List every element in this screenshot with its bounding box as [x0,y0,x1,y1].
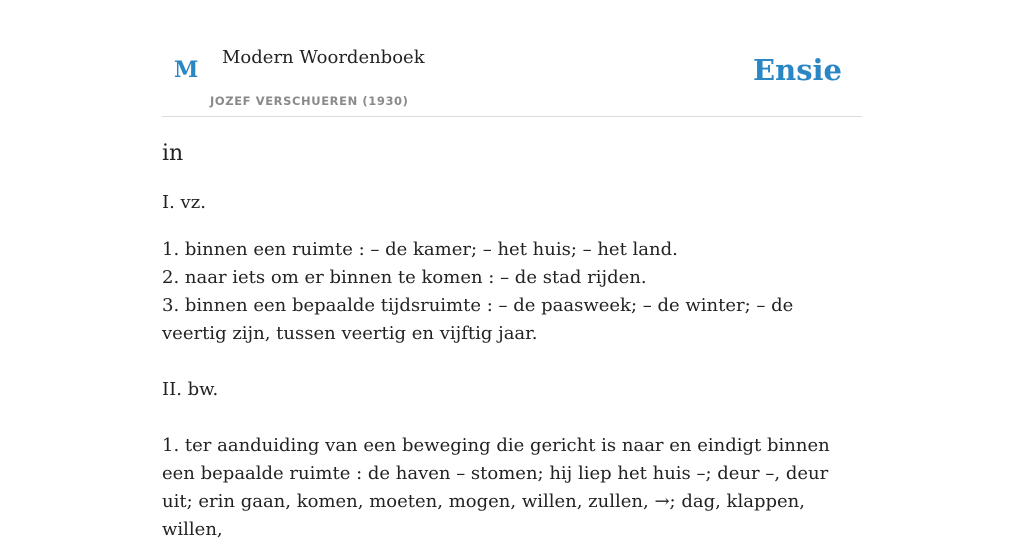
spacer [162,348,862,376]
sense-item: 3. binnen een bepaalde tijdsruimte : – de paasweek; – de winter; – de veertig zijn, tussen veertig en vijftig jaar. [162,295,794,344]
sense-item: 1. binnen een ruimte : – de kamer; – het huis; – het land. [162,239,678,260]
sense-item: 1. ter aanduiding van een beweging die gericht is naar en eindigt binnen een bepaalde ruimte : de haven – stomen; hij liep het huis –; deur –, deur uit; erin gaan, komen, moeten, mogen, willen, zullen, →; dag, klappen, willen, [162,435,830,540]
headword: in [162,141,184,166]
book-title[interactable]: Modern Woordenboek [222,47,425,68]
site-header [162,0,862,117]
entry-content [162,138,862,544]
sense-item: 2. naar iets om er binnen te komen : – de stad rijden. [162,267,647,288]
part-of-speech-preposition: I. vz. [162,192,206,213]
book-logo[interactable]: M [174,57,199,83]
part-of-speech-adverb: II. bw. [162,379,219,400]
site-logo[interactable]: Ensie [753,53,842,87]
spacer [162,404,862,432]
book-author: JOZEF VERSCHUEREN (1930) [210,94,409,108]
